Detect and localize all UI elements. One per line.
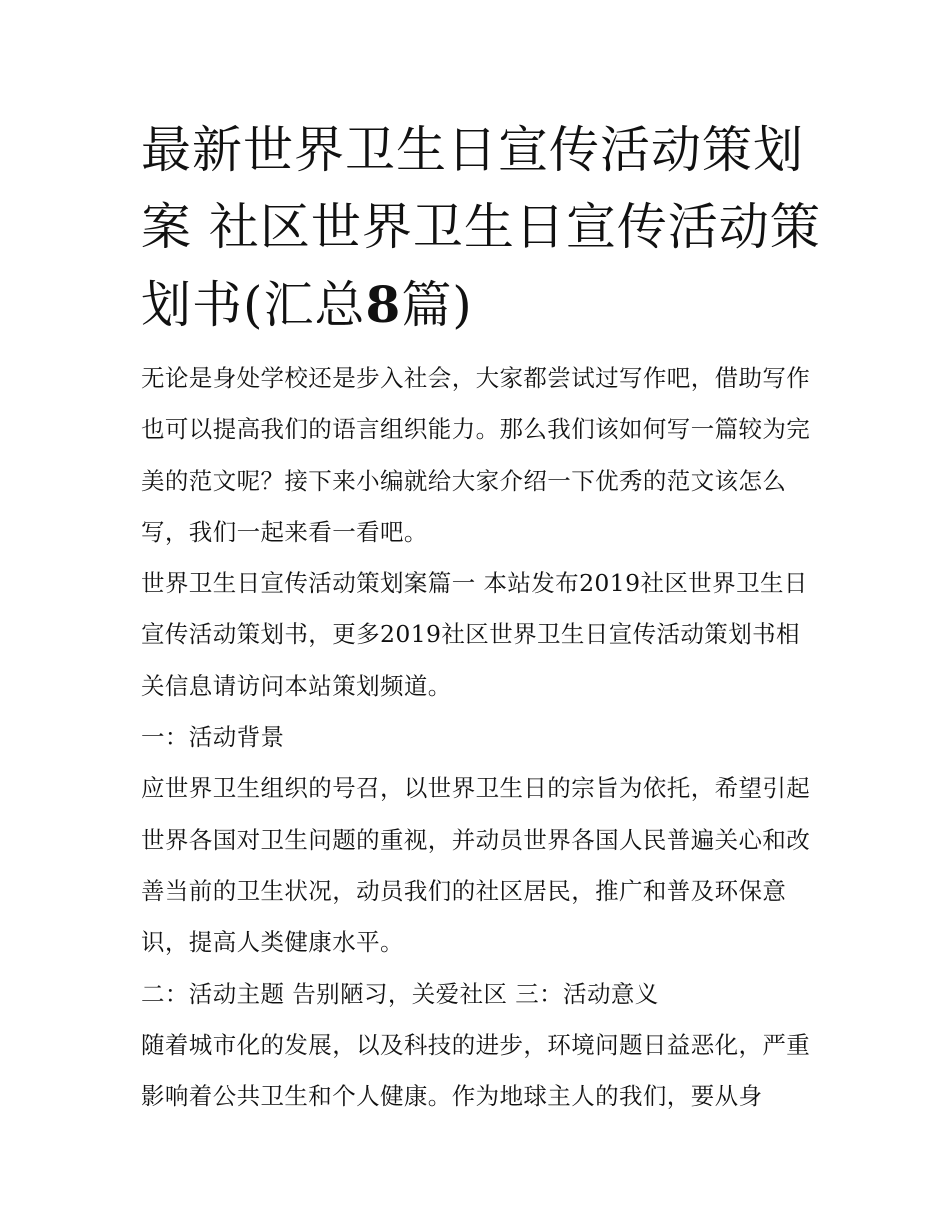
- title-line-1: 最新世界卫生日宣传活动策划: [141, 121, 804, 179]
- section-heading-background: 一：活动背景: [141, 723, 285, 752]
- article-one-intro: 世界卫生日宣传活动策划案篇一 本站发布2019社区世界卫生日宣传活动策划书，更多2019社区世界卫生日宣传活动策划书相关信息请访问本站策划频道。: [141, 569, 808, 700]
- document-body: [141, 353, 813, 1122]
- intro-paragraph: 无论是身处学校还是步入社会，大家都尝试过写作吧，借助写作也可以提高我们的语言组织能力。那么我们该如何写一篇较为完美的范文呢？接下来小编就给大家介绍一下优秀的范文该怎么写，我们一起来看一看吧。: [141, 364, 811, 546]
- section-heading-theme-meaning: 二：活动主题 告别陋习，关爱社区 三：活动意义: [141, 979, 659, 1008]
- background-paragraph: 应世界卫生组织的号召，以世界卫生日的宗旨为依托，希望引起世界各国对卫生问题的重视，并动员世界各国人民普遍关心和改善当前的卫生状况，动员我们的社区居民，推广和普及环保意识，提高人类健康水平。: [141, 774, 811, 957]
- title-line-3-suffix: 篇): [401, 276, 473, 334]
- document-title: [141, 112, 821, 344]
- title-line-3-prefix: 划书(汇总: [141, 276, 366, 334]
- meaning-paragraph: 随着城市化的发展，以及科技的进步，环境问题日益恶化，严重影响着公共卫生和个人健康。作为地球主人的我们，要从身: [141, 1030, 811, 1111]
- title-line-2: 案 社区世界卫生日宣传活动策: [141, 198, 821, 256]
- title-line-3-number: 8: [365, 275, 402, 334]
